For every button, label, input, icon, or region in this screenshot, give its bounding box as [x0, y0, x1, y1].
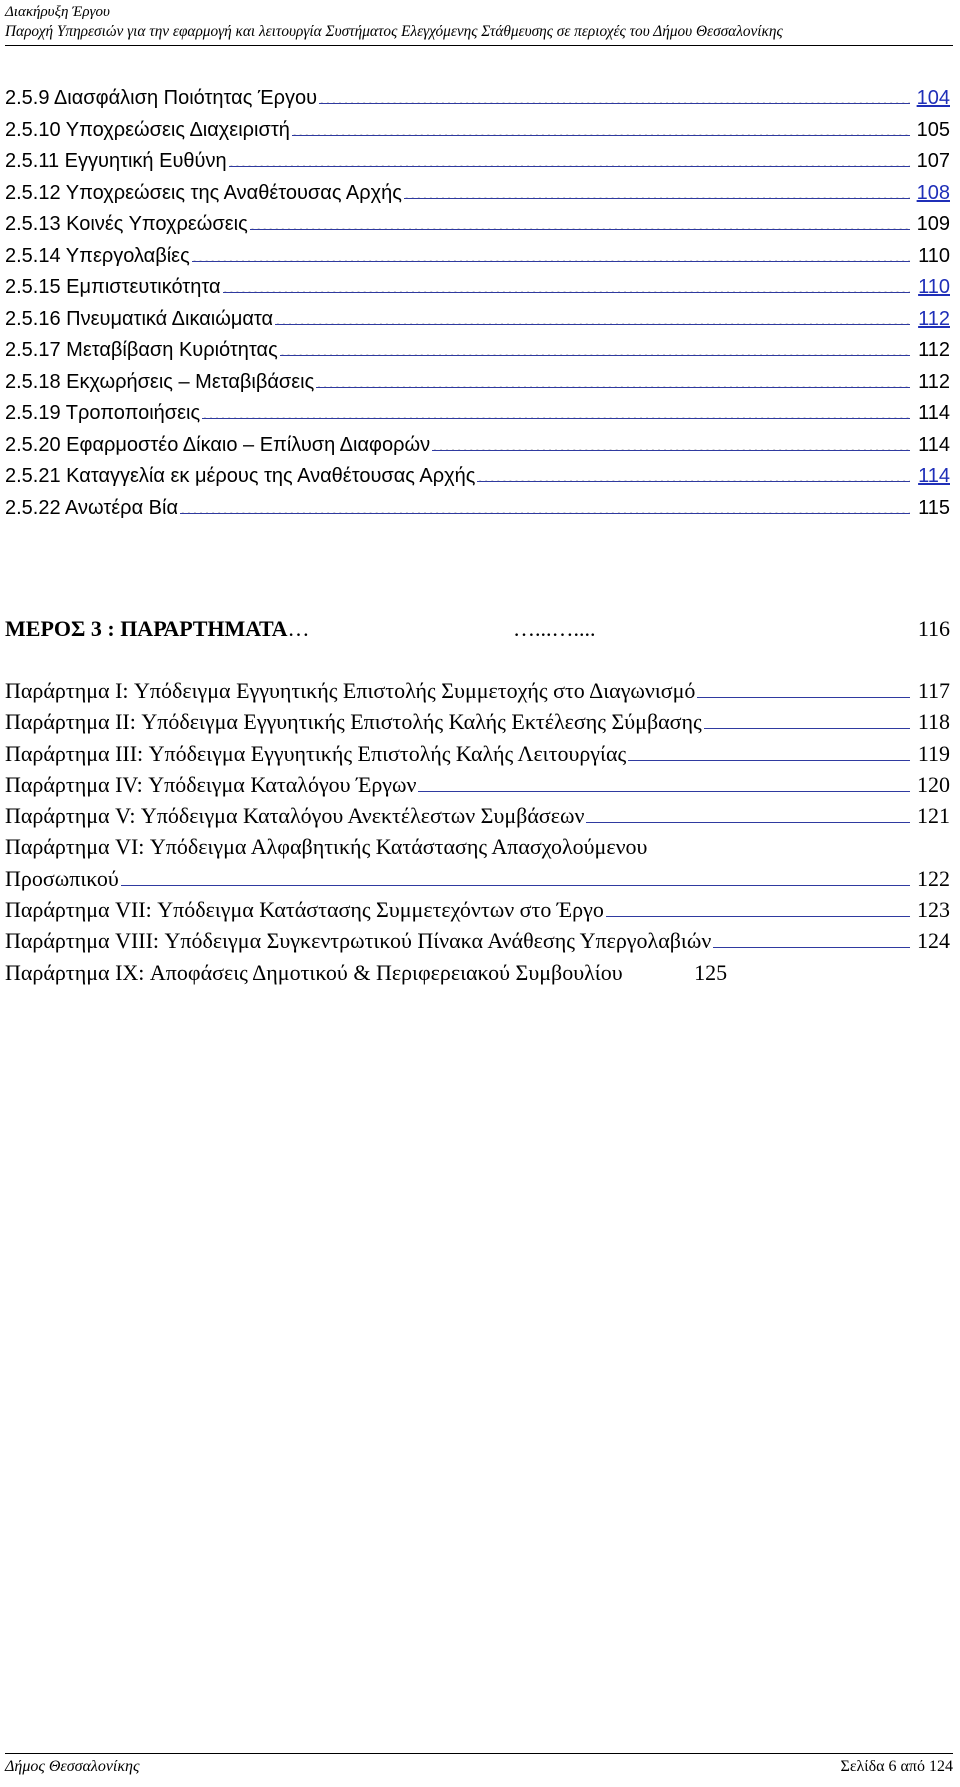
toc-entry-page[interactable]: 109	[916, 213, 950, 235]
appendix-entry-page[interactable]: 124	[917, 928, 950, 954]
toc-entry-page[interactable]: 114	[918, 433, 950, 456]
toc-entry-title: 2.5.19 Τροποποιήσεις	[5, 402, 201, 424]
toc-leader	[586, 802, 910, 823]
toc-entry-page[interactable]: 110	[918, 244, 950, 267]
section-heading-leader: … …...…....	[287, 616, 596, 641]
appendix-entry[interactable]	[5, 769, 950, 800]
toc-leader	[418, 771, 910, 792]
appendix-entry-page[interactable]: 122	[917, 865, 950, 891]
toc-entry[interactable]	[5, 146, 950, 178]
toc-leader	[292, 116, 910, 136]
toc-entry-title: 2.5.12 Υποχρεώσεις της Αναθέτουσας Αρχής	[5, 181, 402, 204]
toc-leader	[192, 242, 910, 262]
toc-entry-page[interactable]: 114	[918, 465, 950, 487]
appendix-entry-title: Παράρτημα IV: Υπόδειγμα Καταλόγου Έργων	[5, 771, 417, 797]
toc-entry-page[interactable]: 110	[918, 276, 950, 298]
toc-entry[interactable]	[5, 430, 950, 462]
appendix-entry[interactable]	[5, 800, 950, 831]
toc-entry-page[interactable]: 105	[916, 118, 950, 141]
toc-entry[interactable]	[5, 209, 950, 241]
toc-entry-title: 2.5.10 Υποχρεώσεις Διαχειριστή	[5, 118, 290, 141]
toc-entry-page[interactable]: 108	[916, 181, 950, 204]
footer-organization: Δήμος Θεσσαλονίκης	[5, 1758, 140, 1775]
toc-entry[interactable]	[5, 83, 950, 115]
appendix-entry-title: Παράρτημα V: Υπόδειγμα Καταλόγου Ανεκτέλεστων Συμβάσεων	[5, 803, 585, 829]
appendix-entry[interactable]	[5, 957, 950, 988]
toc-leader	[625, 960, 693, 980]
toc-leader	[697, 677, 910, 698]
section-heading[interactable]	[5, 616, 950, 642]
appendix-entry-first-line: Παράρτημα VI: Υπόδειγμα Αλφαβητικής Κατάστασης Απασχολούμενου	[5, 834, 648, 860]
toc-leader	[319, 84, 910, 104]
header-title: Διακήρυξη Έργου	[5, 4, 110, 20]
toc-leader	[628, 740, 910, 761]
toc-leader	[180, 494, 910, 514]
toc-entry-title: 2.5.21 Καταγγελία εκ μέρους της Αναθέτουσας Αρχής	[5, 465, 476, 487]
toc-entry[interactable]	[5, 304, 950, 336]
toc-entry-page[interactable]: 112	[918, 339, 950, 361]
toc-entry-title: 2.5.22 Ανωτέρα Βία	[5, 496, 179, 519]
toc-entry-page[interactable]: 112	[918, 370, 950, 393]
appendix-entry[interactable]	[5, 863, 950, 894]
toc-entry[interactable]	[5, 367, 950, 399]
toc-leader	[250, 210, 910, 230]
appendix-entry-page[interactable]: 118	[917, 709, 950, 735]
toc-leader	[280, 336, 910, 356]
appendix-entry-page[interactable]: 119	[917, 740, 950, 766]
toc-leader	[223, 273, 910, 293]
appendix-entry-title: Παράρτημα II: Υπόδειγμα Εγγυητικής Επιστολής Καλής Εκτέλεσης Σύμβασης	[5, 709, 702, 735]
toc-leader	[704, 708, 910, 729]
toc-entry[interactable]	[5, 398, 950, 430]
toc-entry[interactable]	[5, 461, 950, 493]
appendix-entry-title: Προσωπικού	[5, 865, 119, 891]
toc-leader	[477, 462, 910, 482]
appendix-entry[interactable]	[5, 925, 950, 956]
toc-entry[interactable]	[5, 272, 950, 304]
appendix-entry-title: Παράρτημα VII: Υπόδειγμα Κατάστασης Συμμετεχόντων στο Έργο	[5, 897, 604, 923]
footer-page-number: Σελίδα 6 από 124	[840, 1758, 953, 1775]
toc-entry-title: 2.5.20 Εφαρμοστέο Δίκαιο – Επίλυση Διαφορών	[5, 433, 431, 456]
appendix-entry-page[interactable]: 121	[917, 803, 950, 829]
toc-leader	[121, 865, 910, 886]
appendix-entry[interactable]	[5, 738, 950, 769]
toc-entry-page[interactable]: 107	[916, 150, 950, 172]
toc-entry-page[interactable]: 115	[918, 496, 950, 519]
appendix-list	[5, 675, 950, 988]
toc-leader	[316, 368, 910, 388]
toc-leader	[229, 147, 910, 167]
appendix-entry[interactable]	[5, 706, 950, 737]
toc-entry-page[interactable]: 104	[916, 87, 950, 109]
toc-leader	[606, 896, 910, 917]
header-subtitle: Παροχή Υπηρεσιών για την εφαρμογή και λειτουργία Συστήματος Ελεγχόμενης Στάθμευσης σε περιοχές του Δήμου Θεσσαλονίκης	[5, 23, 783, 40]
toc-entry[interactable]	[5, 335, 950, 367]
toc-entry-page[interactable]: 112	[918, 307, 950, 330]
toc-leader	[713, 927, 910, 948]
toc-entry-title: 2.5.11 Εγγυητική Ευθύνη	[5, 150, 227, 172]
toc-entry-title: 2.5.18 Εκχωρήσεις – Μεταβιβάσεις	[5, 370, 315, 393]
toc-entry-title: 2.5.9 Διασφάλιση Ποιότητας Έργου	[5, 87, 318, 109]
toc-leader	[202, 399, 910, 419]
appendix-entry[interactable]	[5, 894, 950, 925]
toc-entry[interactable]	[5, 178, 950, 210]
toc-leader	[404, 179, 910, 199]
toc-leader	[275, 305, 910, 325]
appendix-entry-page[interactable]: 120	[917, 771, 950, 797]
page-footer	[5, 1753, 953, 1777]
toc-entry[interactable]	[5, 115, 950, 147]
appendix-entry-title: Παράρτημα VIII: Υπόδειγμα Συγκεντρωτικού Πίνακα Ανάθεσης Υπεργολαβιών	[5, 928, 712, 954]
toc-entry-title: 2.5.17 Μεταβίβαση Κυριότητας	[5, 339, 278, 361]
appendix-entry-title: Παράρτημα IX: Αποφάσεις Δημοτικού & Περιφερειακού Συμβουλίου	[5, 959, 623, 985]
toc-entry-title: 2.5.15 Εμπιστευτικότητα	[5, 276, 221, 298]
appendix-entry[interactable]	[5, 675, 950, 706]
appendix-entry-page[interactable]: 123	[917, 897, 950, 923]
section-heading-title: ΜΕΡΟΣ 3 : ΠΑΡΑΡΤΗΜΑΤΑ	[5, 616, 288, 641]
toc-entry-title: 2.5.13 Κοινές Υποχρεώσεις	[5, 213, 248, 235]
appendix-entry-page[interactable]: 117	[917, 678, 950, 703]
appendix-entry-title: Παράρτημα I: Υπόδειγμα Εγγυητικής Επιστολής Συμμετοχής στο Διαγωνισμό	[5, 678, 696, 703]
appendix-entry-title: Παράρτημα III: Υπόδειγμα Εγγυητικής Επιστολής Καλής Λειτουργίας	[5, 740, 627, 766]
page-header	[5, 2, 953, 46]
toc-entry[interactable]	[5, 241, 950, 273]
toc-entry[interactable]	[5, 493, 950, 525]
toc-entry-title: 2.5.16 Πνευματικά Δικαιώματα	[5, 307, 274, 330]
toc-entry-page[interactable]: 114	[918, 402, 950, 424]
section-heading-page[interactable]: 116	[917, 616, 950, 641]
toc-list	[5, 83, 950, 524]
toc-leader	[432, 431, 910, 451]
appendix-entry-page[interactable]: 125	[694, 959, 728, 985]
toc-entry-title: 2.5.14 Υπεργολαβίες	[5, 244, 190, 267]
